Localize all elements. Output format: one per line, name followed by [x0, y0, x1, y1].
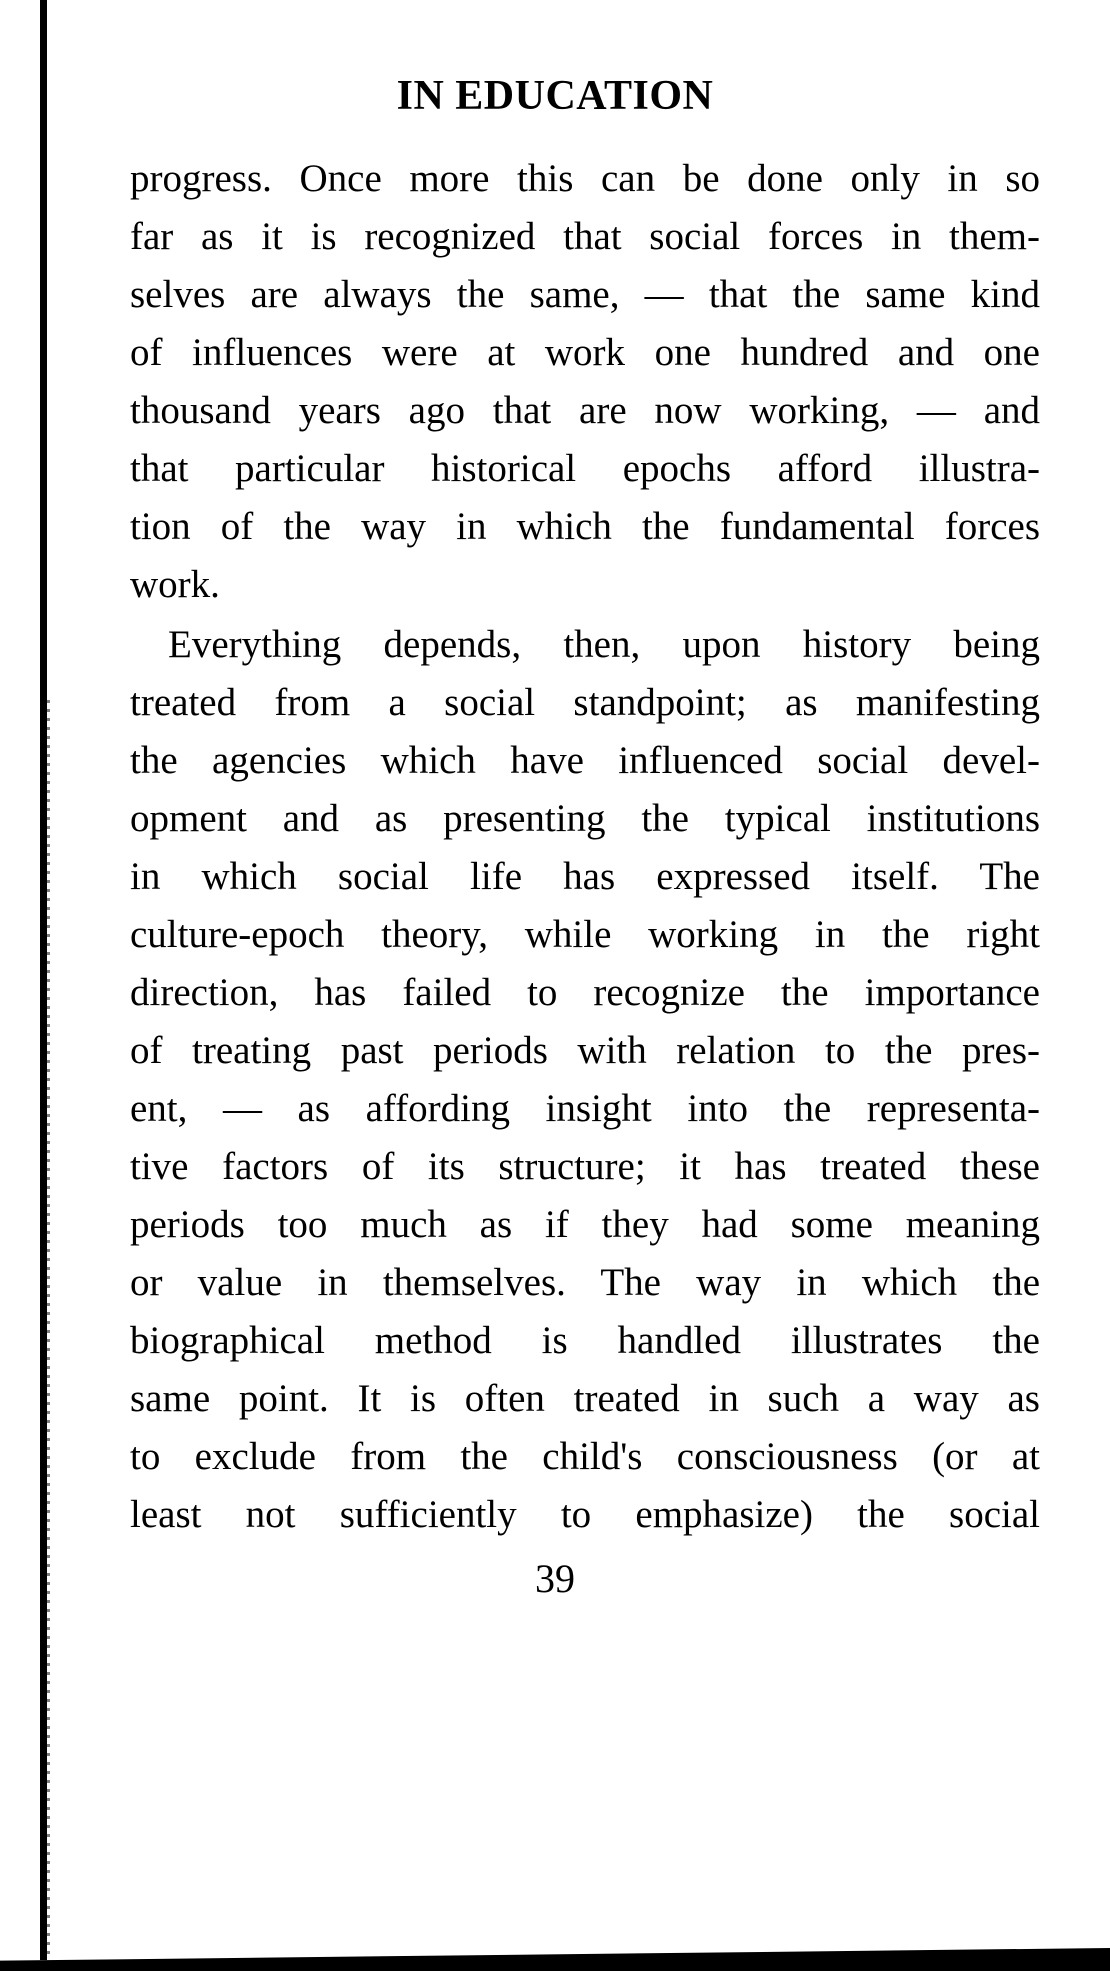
text-line: of treating past periods with relation to the pres-: [130, 1029, 1040, 1072]
text-line: periods too much as if they had some meaning: [130, 1203, 1040, 1246]
paragraph-1: [130, 150, 1040, 614]
text-line: same point. It is often treated in such a way as: [130, 1377, 1040, 1420]
text-line: far as it is recognized that social forces in them-: [130, 215, 1040, 258]
text-line: selves are always the same, — that the same kind: [130, 273, 1040, 316]
text-line: thousand years ago that are now working, — and: [130, 389, 1040, 432]
text-line: work.: [130, 563, 220, 606]
spine-shadow: [47, 700, 50, 1960]
text-line: tive factors of its structure; it has treated these: [130, 1145, 1040, 1188]
text-line: or value in themselves. The way in which the: [130, 1261, 1040, 1304]
text-line: tion of the way in which the fundamental forces: [130, 505, 1040, 548]
text-line: the agencies which have influenced social devel-: [130, 739, 1040, 782]
running-header: IN EDUCATION: [396, 73, 714, 119]
text-line: least not sufficiently to emphasize) the social: [130, 1493, 1040, 1536]
text-line: biographical method is handled illustrates the: [130, 1319, 1040, 1362]
text-line: to exclude from the child's consciousness (or at: [130, 1435, 1040, 1478]
text-line: direction, has failed to recognize the importance: [130, 971, 1040, 1014]
text-line: progress. Once more this can be done only in so: [130, 157, 1040, 200]
book-spine-edge: [40, 0, 47, 1960]
text-line: Everything depends, then, upon history being: [168, 623, 1040, 666]
paragraph-2: [130, 616, 1040, 1544]
text-line: culture-epoch theory, while working in the right: [130, 913, 1040, 956]
page-bottom-edge: [0, 1948, 1110, 1971]
text-line: in which social life has expressed itself. The: [130, 855, 1040, 898]
text-line: opment and as presenting the typical institutions: [130, 797, 1040, 840]
page-body: [130, 150, 1040, 1544]
text-line: treated from a social standpoint; as manifesting: [130, 681, 1040, 724]
text-line: ent, — as affording insight into the representa-: [130, 1087, 1040, 1130]
text-line: that particular historical epochs afford illustra-: [130, 447, 1040, 490]
page-number: 39: [535, 1556, 575, 1601]
text-line: of influences were at work one hundred and one: [130, 331, 1040, 374]
